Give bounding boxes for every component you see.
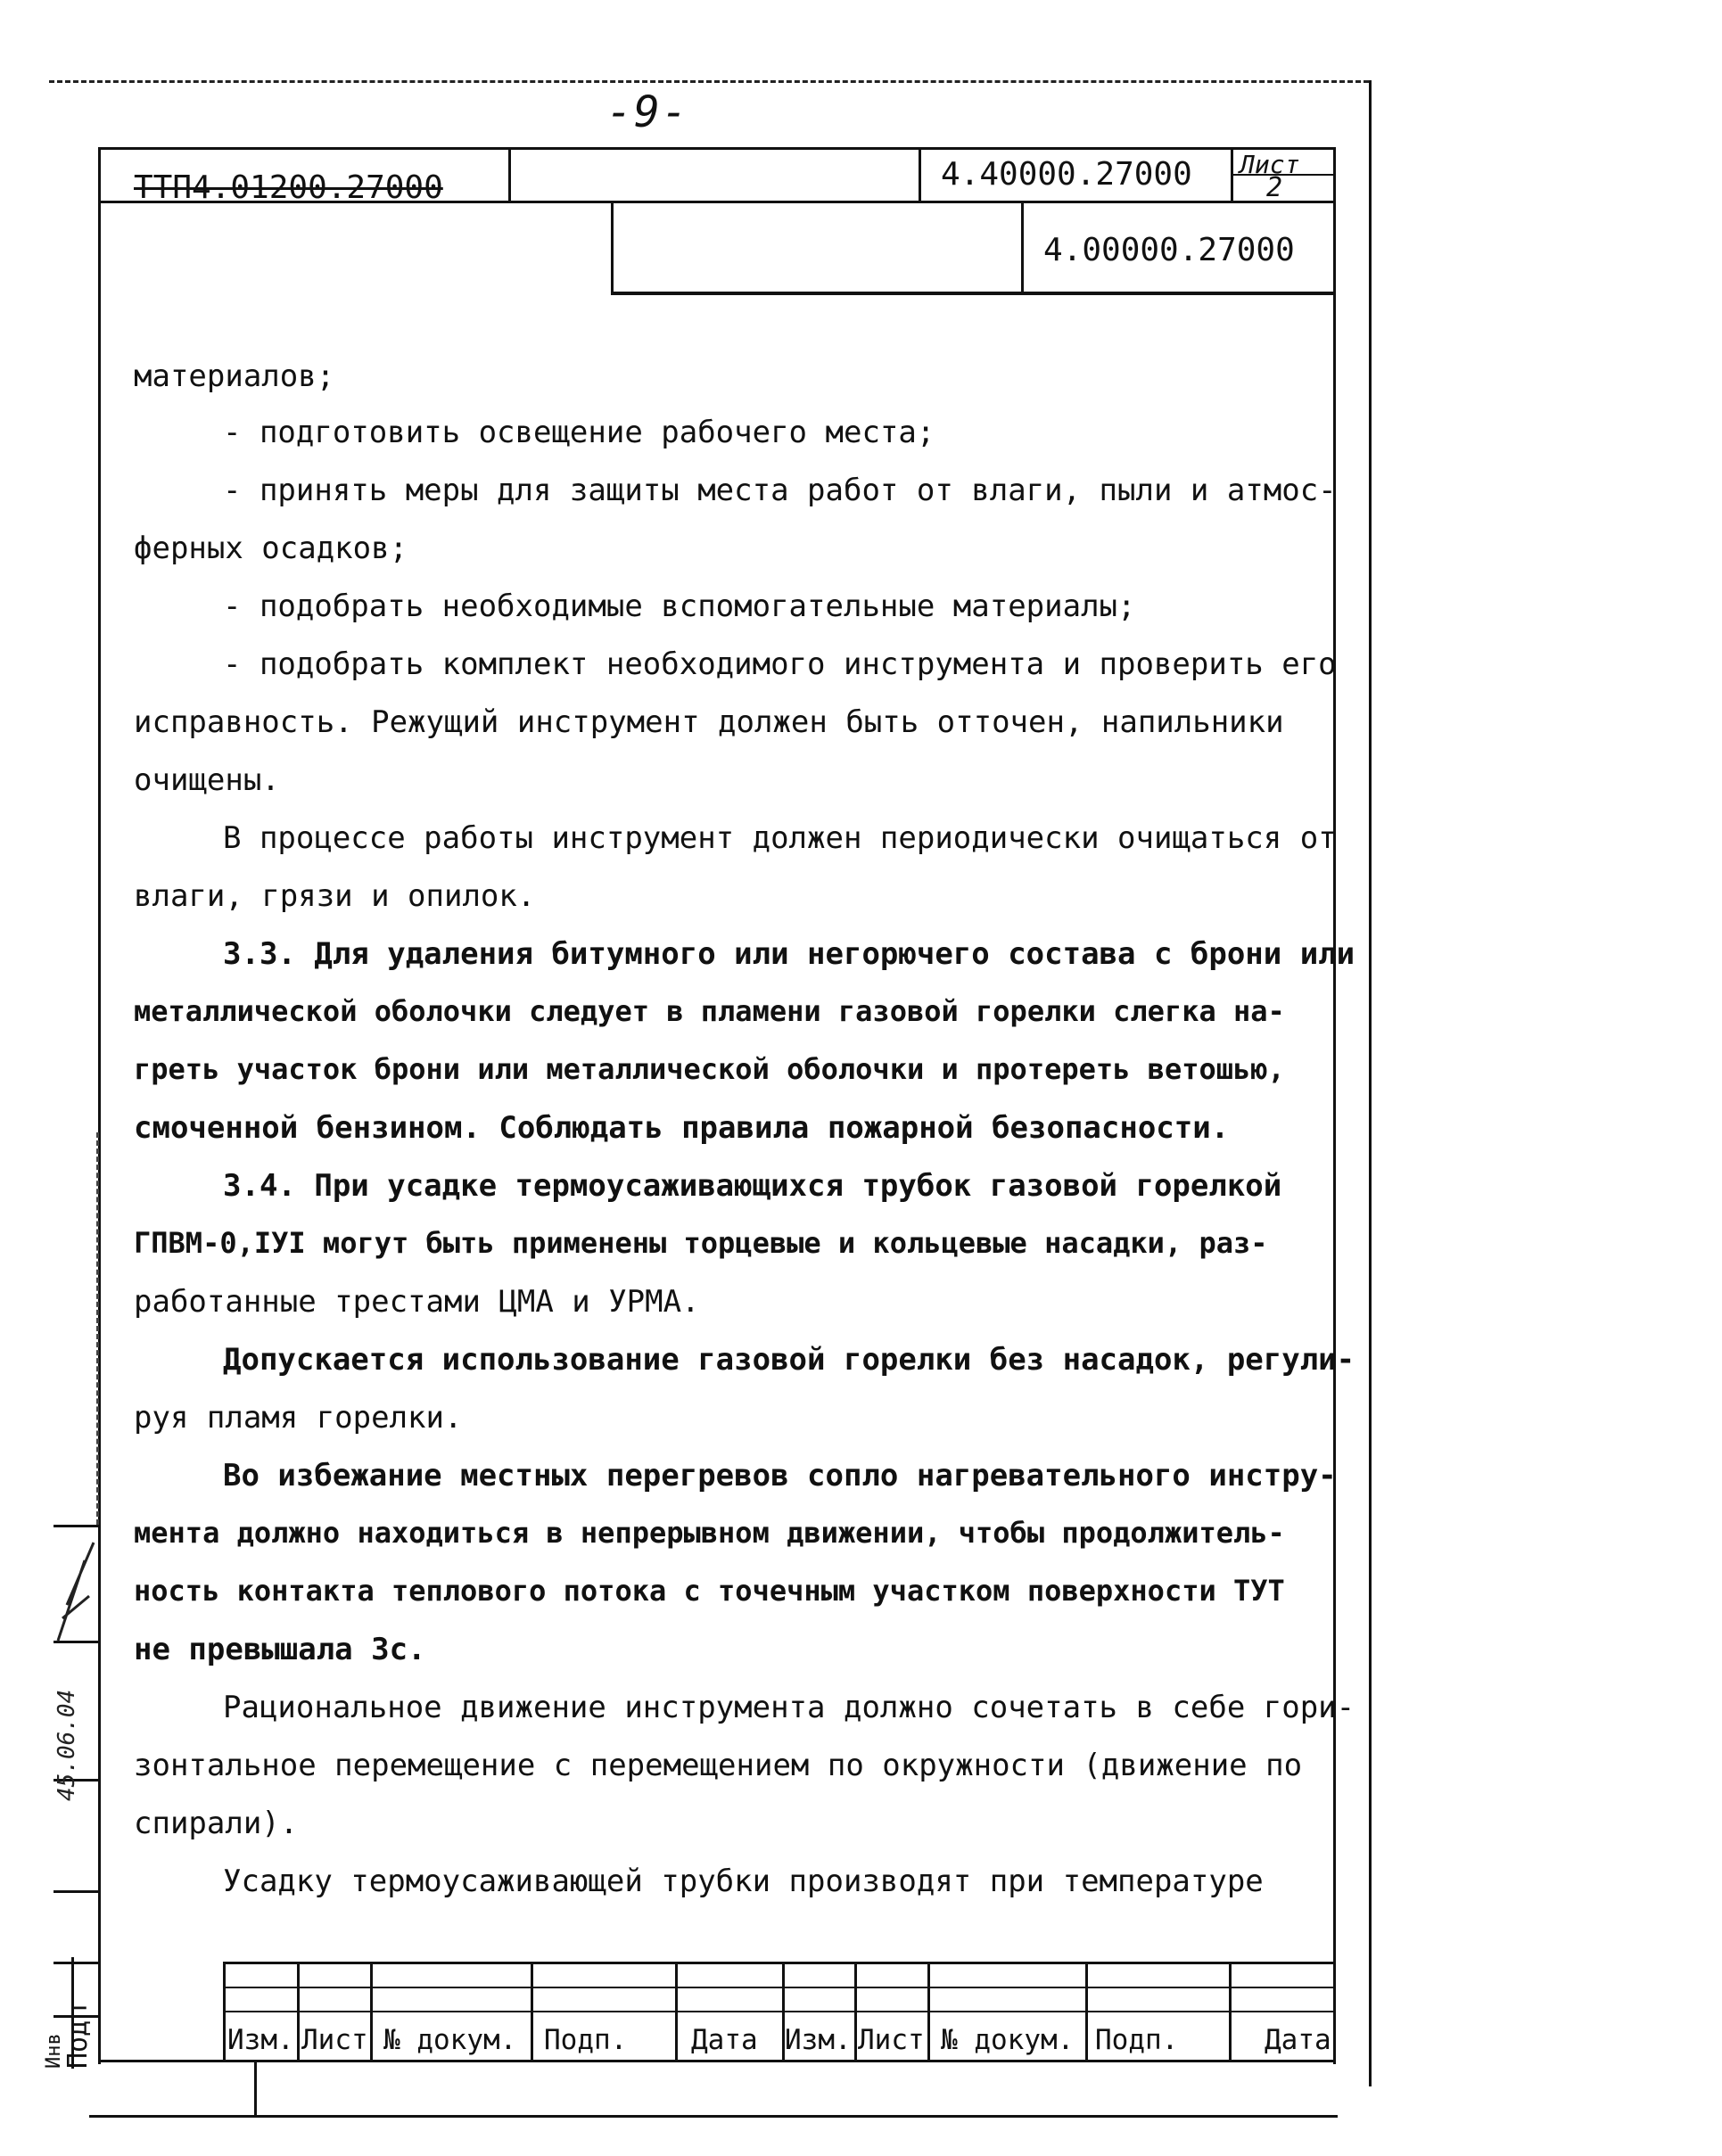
doc-code-second: 4.00000.27000 (1043, 232, 1295, 268)
signature-date-stamp: 45.06.04 (54, 1689, 80, 1801)
footer-col-podp-1: Подп. (544, 2024, 628, 2056)
top-dashed-border (49, 80, 1369, 83)
label-podp: Подп (62, 2004, 94, 2069)
text-line-8: очищены. (134, 762, 280, 798)
page-number: -9- (606, 87, 689, 137)
left-dashed-edge (96, 1132, 99, 1525)
doc-code-left: ТТП4.01200.27000 (134, 169, 443, 206)
text-line-14: смоченной бензином. Соблюдать правила пожарной безопасности. (134, 1110, 1230, 1146)
footer-col-list-1: Лист (301, 2024, 368, 2056)
text-line-5: - подобрать необходимые вспомогательные материалы; (223, 588, 1136, 624)
text-line-2: - подготовить освещение рабочего места; (223, 415, 935, 450)
text-line-13: греть участок брони или металлической оболочки и протереть ветошью, (134, 1052, 1285, 1086)
text-line-20: Во избежание местных перегревов сопло нагревательного инстру- (223, 1458, 1337, 1494)
text-line-12: металлической оболочки следует в пламени газовой горелки слегка на- (134, 994, 1285, 1028)
footer-col-izm-1: Изм. (227, 2024, 294, 2056)
footer-col-data-1: Дата (691, 2024, 758, 2056)
right-frame-border (1369, 80, 1372, 2086)
text-line-15: 3.4. При усадке термоусаживающихся трубок газовой горелкой (223, 1168, 1282, 1204)
text-line-24: Рациональное движение инструмента должно сочетать в себе гори- (223, 1690, 1355, 1725)
text-line-10: влаги, грязи и опилок. (134, 878, 536, 914)
text-line-22: ность контакта теплового потока с точечным участком поверхности ТУТ (134, 1574, 1285, 1608)
text-line-9: В процессе работы инструмент должен периодически очищаться от (223, 820, 1337, 856)
text-line-21: мента должно находиться в непрерывном движении, чтобы продолжитель- (134, 1516, 1285, 1550)
text-line-18: Допускается использование газовой горелки без насадок, регули- (223, 1342, 1355, 1378)
footer-col-dokum-2: № докум. (941, 2024, 1075, 2056)
text-line-4: ферных осадков; (134, 531, 408, 566)
text-line-3: - принять меры для защиты места работ от влаги, пыли и атмос- (223, 473, 1337, 508)
inner-right-border (1333, 147, 1336, 2064)
footer-col-izm-2: Изм. (785, 2024, 852, 2056)
text-line-6: - подобрать комплект необходимого инструмента и проверить его (223, 646, 1337, 682)
sheet-label: Лист (1240, 150, 1300, 179)
text-line-27: Усадку термоусаживающей трубки производят при температуре (223, 1864, 1264, 1899)
text-line-1: материалов; (134, 358, 335, 394)
text-line-11: 3.3. Для удаления битумного или негорючего состава с брони или (223, 936, 1355, 972)
text-line-23: не превышала 3с. (134, 1632, 426, 1667)
sheet-number: 2 (1266, 172, 1283, 203)
text-line-7: исправность. Режущий инструмент должен быть отточен, напильники (134, 704, 1284, 740)
text-line-16: ГПВМ-0,IУI могут быть применены торцевые и кольцевые насадки, раз- (134, 1226, 1268, 1260)
text-line-26: спирали). (134, 1806, 299, 1841)
label-inv: Инв (43, 2033, 65, 2069)
footer-col-list-2: Лист (858, 2024, 925, 2056)
footer-col-data-2: Дата (1265, 2024, 1331, 2056)
footer-col-dokum-1: № докум. (383, 2024, 517, 2056)
text-line-25: зонтальное перемещение с перемещением по окружности (движение по (134, 1748, 1303, 1783)
text-line-17: работанные трестами ЦМА и УРМА. (134, 1284, 700, 1320)
doc-code-right: 4.40000.27000 (941, 156, 1192, 193)
footer-col-podp-2: Подп. (1095, 2024, 1179, 2056)
signature-mark (49, 1534, 103, 1650)
text-line-19: руя пламя горелки. (134, 1400, 463, 1436)
